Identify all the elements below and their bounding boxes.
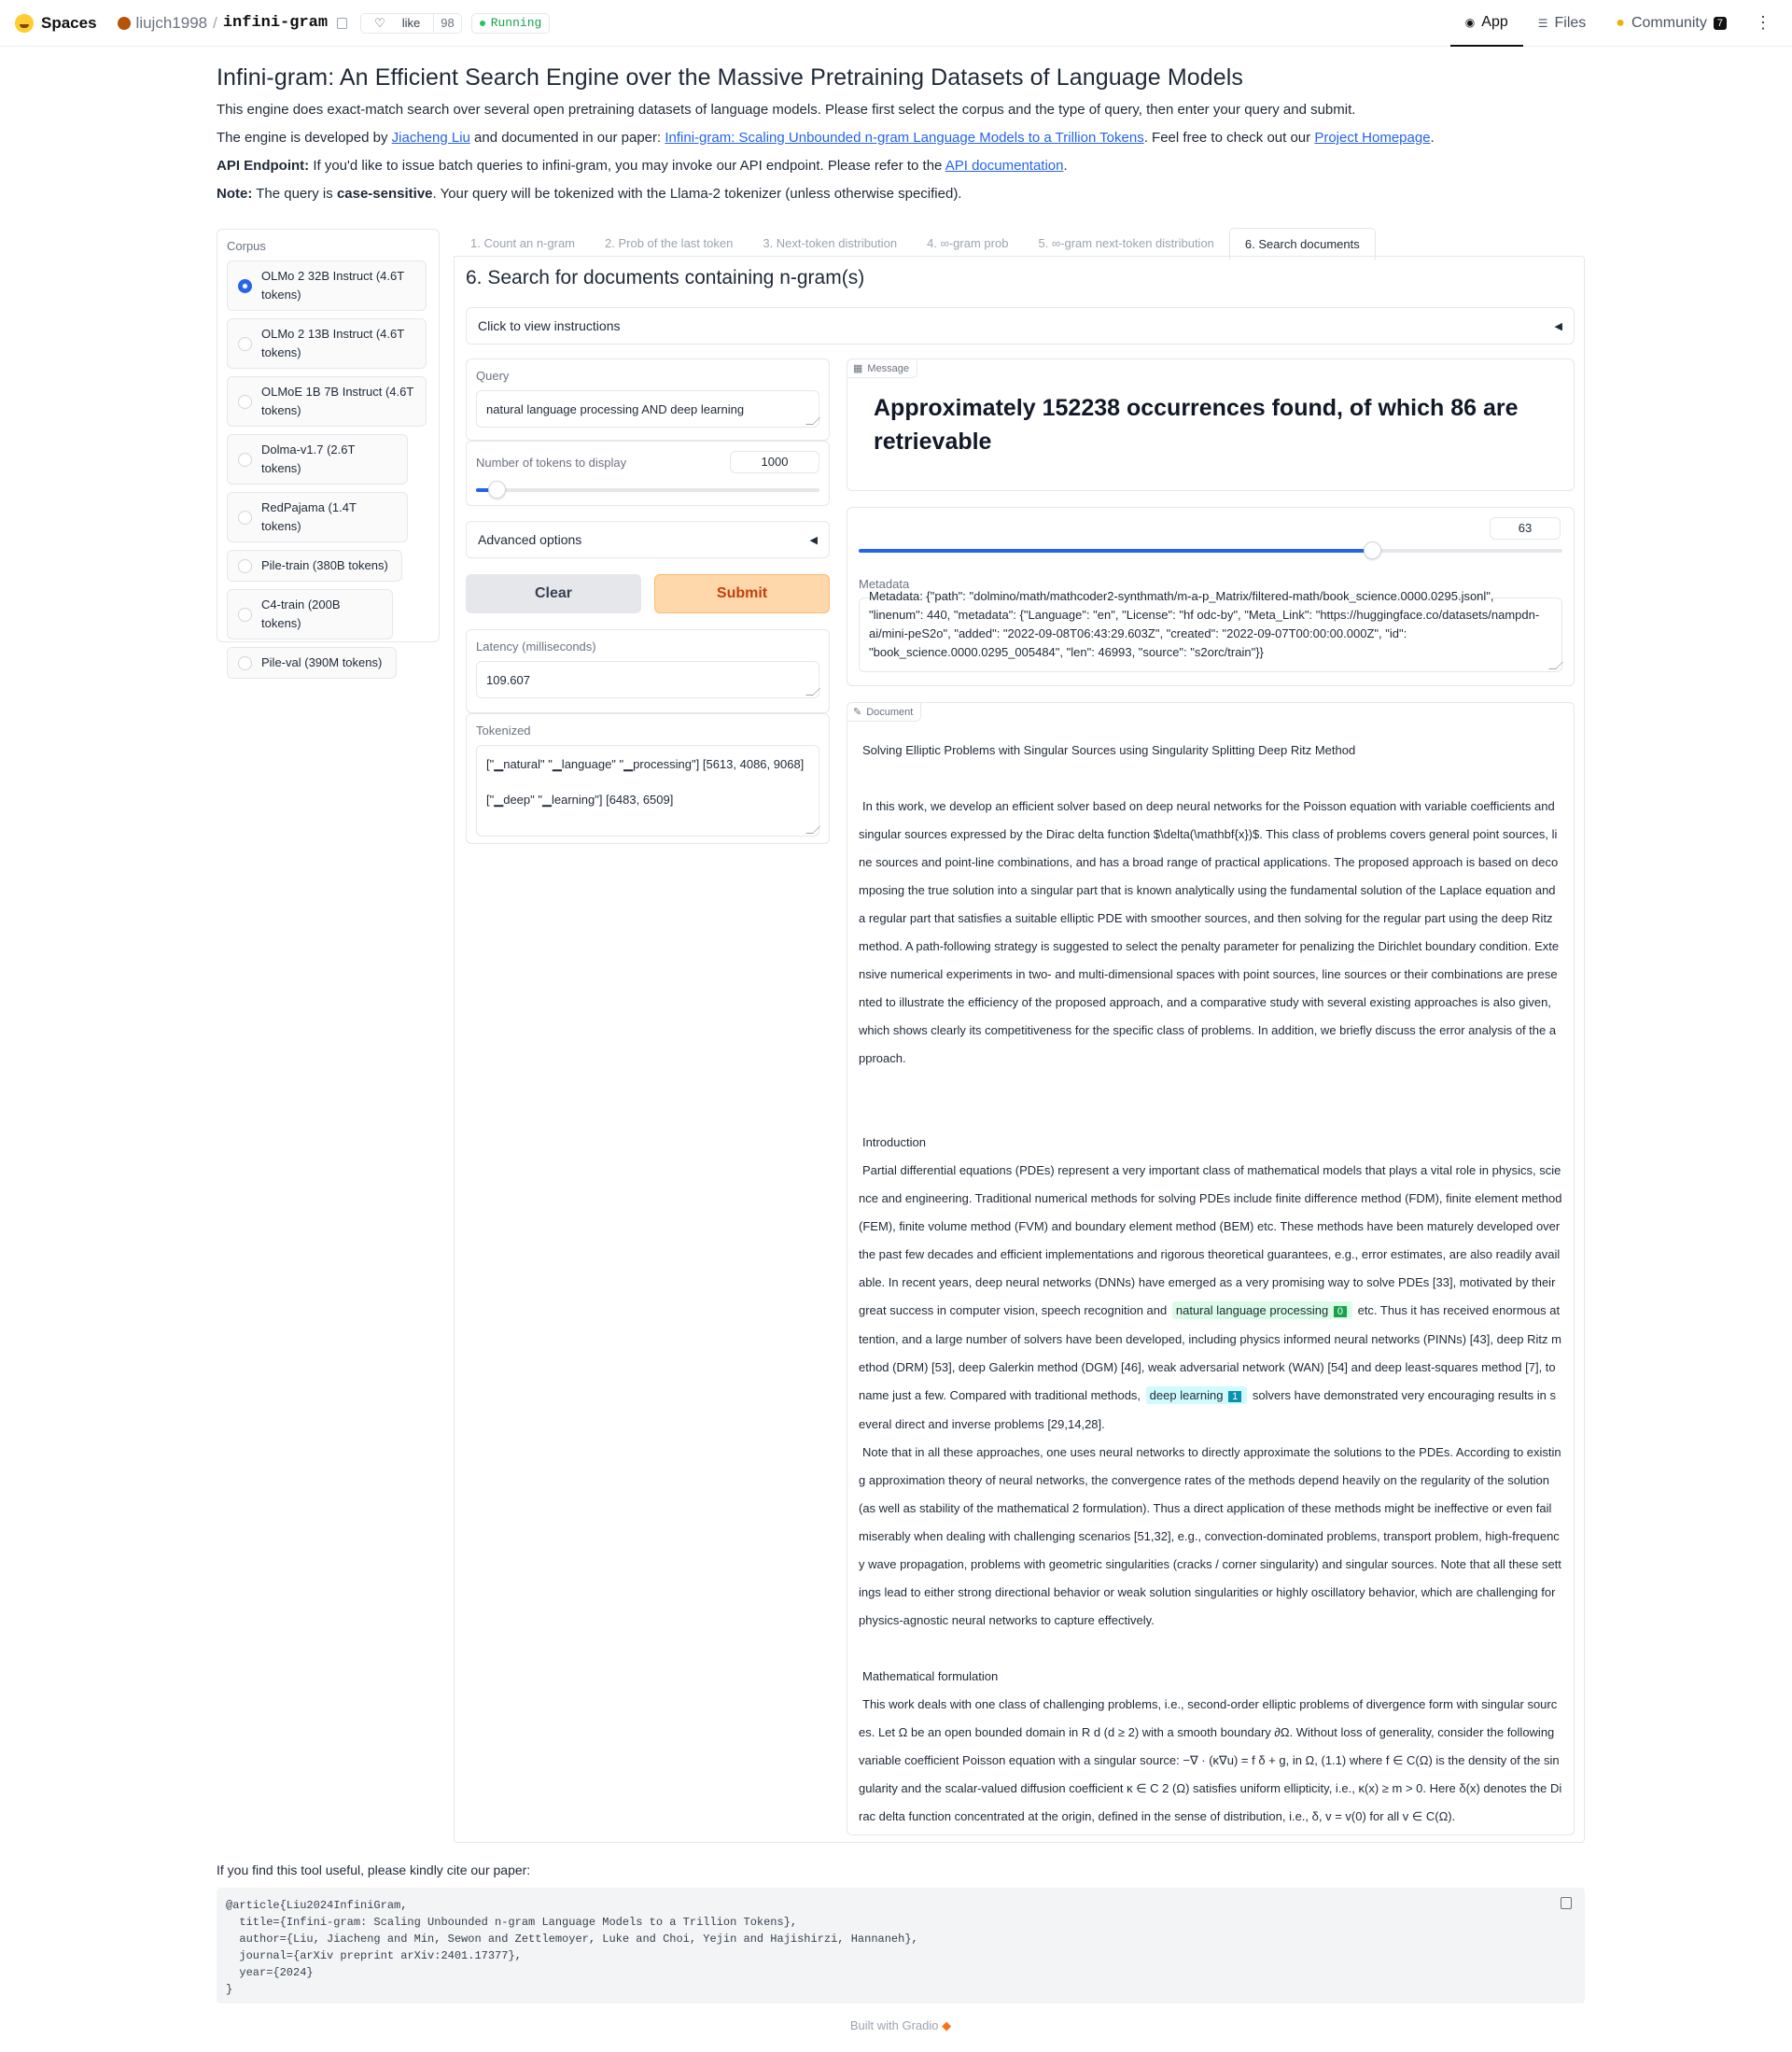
- match-text: deep learning: [1149, 1388, 1224, 1402]
- author-link[interactable]: Jiacheng Liu: [391, 130, 470, 146]
- api-body: If you'd like to issue batch queries to infini-gram, you may invoke our API endpoint. Please refer to the: [309, 158, 945, 174]
- corpus-option-label: OLMoE 1B 7B Instruct (4.6T tokens): [261, 385, 414, 417]
- tab-infgram-prob[interactable]: 4. ∞-gram prob: [927, 236, 1009, 250]
- message-label: Message: [867, 362, 910, 374]
- radio-icon[interactable]: [238, 453, 252, 467]
- latency-label: Latency (milliseconds): [476, 639, 596, 654]
- tokenized-line: ["▁deep" "▁learning"] [6483, 6509]: [486, 793, 674, 807]
- resize-handle-icon[interactable]: [805, 688, 820, 696]
- match-text: natural language processing: [1175, 1303, 1329, 1317]
- corpus-option-olmo2-13b[interactable]: [227, 318, 427, 369]
- radio-icon[interactable]: [238, 559, 252, 573]
- note-post: . Your query will be tokenized with the Llama-2 tokenizer (unless otherwise specified).: [432, 186, 962, 202]
- like-button[interactable]: [360, 13, 462, 34]
- dev-prefix: The engine is developed by: [217, 130, 392, 146]
- corpus-option-pile-train[interactable]: [227, 550, 402, 582]
- corpus-label: Corpus: [227, 239, 266, 253]
- dev-mid: and documented in our paper:: [469, 130, 665, 146]
- tokenized-box: [466, 713, 830, 844]
- corpus-option-olmoe[interactable]: [227, 376, 427, 427]
- slider-fill: [859, 549, 1372, 553]
- intro-text: This engine does exact-match search over several open pretraining datasets of language models. Please first select the corpus and the type of query, then enter your query and submit.: [217, 102, 1356, 118]
- tab-infgram-next-token[interactable]: 5. ∞-gram next-token distribution: [1038, 236, 1214, 250]
- doc-intro-paragraph: [859, 1157, 1562, 1439]
- more-options-icon[interactable]: ⋮: [1755, 13, 1771, 32]
- like-count: 98: [433, 14, 460, 33]
- top-bar: [0, 0, 1792, 47]
- paper-link[interactable]: Infini-gram: Scaling Unbounded n-gram Language Models to a Trillion Tokens: [665, 130, 1144, 146]
- triangle-left-icon: ◀: [1554, 320, 1562, 332]
- instructions-accordion[interactable]: [466, 307, 1575, 344]
- query-box: [466, 358, 830, 441]
- huggingface-logo-icon: [15, 14, 34, 33]
- tokenized-label: Tokenized: [476, 724, 531, 738]
- nav-community[interactable]: [1601, 0, 1742, 47]
- path-separator: /: [213, 13, 217, 32]
- latency-output[interactable]: [476, 661, 819, 698]
- resize-handle-icon[interactable]: [1548, 662, 1563, 669]
- tab-prob-last-token[interactable]: 2. Prob of the last token: [605, 236, 734, 250]
- doc-intro-paragraph-2: Note that in all these approaches, one uses neural networks to directly approximate the solutions to the PDEs. According to existing approximation theory of neural networks, the convergence rates of the methods depend heavily on the regularity of the solution (as well as stability of the mathematical 2 formulation). Thus a direct application of these methods might be ineffective or even fail miserably when dealing with challenging scenarios [51,32], e.g., convection-dominated problems, transport problem, high-frequency wave propagation, problems with geometric singularities (cracks / corner singularity) and singular sources. Note that all these settings lead to either strong directional behavior or weak solution singularities or highly oscillatory behavior, which are challenging for physics-agnostic neural networks to capture effectively.: [859, 1445, 1561, 1627]
- tokenized-line: ["▁natural" "▁language" "▁processing"] [5613, 4086, 9068]: [486, 757, 805, 771]
- corpus-option-label: RedPajama (1.4T tokens): [261, 500, 357, 533]
- like-label: like: [401, 16, 421, 30]
- doc-intro-heading: Introduction: [862, 1135, 926, 1149]
- dev-end: .: [1430, 130, 1435, 146]
- status-badge: [471, 13, 551, 34]
- advanced-options-accordion[interactable]: [466, 521, 830, 558]
- match-highlight-0: [1172, 1301, 1352, 1319]
- brand-label: Spaces: [41, 13, 97, 32]
- corpus-option-olmo2-32b[interactable]: [227, 260, 427, 311]
- footer: [217, 2018, 1585, 2033]
- corpus-option-dolma[interactable]: [227, 434, 408, 485]
- document-label: Document: [866, 706, 914, 718]
- radio-icon[interactable]: [238, 511, 252, 525]
- latency-box: [466, 629, 830, 713]
- doc-index-slider[interactable]: [859, 549, 1562, 553]
- query-input[interactable]: [476, 390, 819, 428]
- app-icon: ◉: [1464, 15, 1476, 29]
- radio-icon[interactable]: [238, 395, 252, 409]
- slider-handle[interactable]: [488, 481, 506, 499]
- tab-search-documents[interactable]: 6. Search documents: [1229, 228, 1376, 260]
- corpus-selector: [217, 229, 440, 669]
- metadata-output[interactable]: [859, 589, 1562, 672]
- chart-icon: ▦: [853, 363, 863, 374]
- heart-icon: ♡: [374, 15, 385, 30]
- clear-button[interactable]: Clear: [466, 574, 641, 613]
- nav-community-label: Community: [1631, 14, 1707, 31]
- corpus-option-pile-val[interactable]: [227, 647, 397, 679]
- corpus-option-redpajama[interactable]: [227, 492, 408, 542]
- query-label: Query: [476, 369, 510, 383]
- metadata-text: Metadata: {"path": "dolmino/math/mathcoder2-synthmath/m-a-p_Matrix/filtered-math/book_science.0000.0295.jsonl",: [869, 589, 1494, 603]
- citation-label: If you find this tool useful, please kindly cite our paper:: [217, 1862, 531, 1877]
- match-index-badge: 0: [1334, 1306, 1347, 1317]
- citation-code-block: [217, 1888, 1585, 2003]
- doc-index-box: [847, 507, 1575, 686]
- owner-link[interactable]: liujch1998: [135, 13, 208, 32]
- app-container: [217, 47, 1585, 2032]
- note-text: [217, 185, 1585, 204]
- corpus-option-label: Dolma-v1.7 (2.6T tokens): [261, 443, 356, 475]
- tokenized-output[interactable]: [476, 745, 819, 836]
- submit-button[interactable]: Submit: [654, 574, 830, 613]
- doc-abstract: In this work, we develop an efficient solver based on deep neural networks for the Poisson equation with variable coefficients and singular sources expressed by the Dirac delta function $\delta(\mathbf{x})$. This class of problems covers general point sources, line sources and point-line combinations, and has a broad range of practical applications. The proposed approach is based on decomposing the true solution into a singular part that is known analytically using the fundamental solution of the Laplace equation and a regular part that satisfies a suitable elliptic PDE with smoother sources, and then solving for the regular part using the deep Ritz method. A path-following strategy is suggested to select the penalty parameter for penalizing the Dirichlet boundary condition. Extensive numerical experiments in two- and multi-dimensional spaces with point sources, line sources or their combinations are presented to illustrate the efficiency of the proposed approach, and a comparative study with several existing approaches is also given, which shows clearly its competitiveness for the specific class of problems. In addition, we briefly discuss the error analysis of the approach.: [859, 799, 1560, 1065]
- copy-repo-name-icon[interactable]: [337, 18, 347, 29]
- built-with-gradio-link[interactable]: Built with Gradio: [849, 2018, 939, 2032]
- api-text: [217, 157, 1585, 176]
- files-icon: ☰: [1537, 16, 1548, 30]
- document-box: [847, 702, 1575, 1835]
- doc-text-span: etc. Thus it has received enormous attention, and a large number of solvers have been developed, including physics informed neural networks (PINNs) [43], deep Ritz method (DRM) [53], deep Galerkin method (DGM) [46], weak adversarial network (WAN) [54] and deep least-squares method [7], to name just a few. Compared with traditional methods,: [859, 1303, 1561, 1402]
- latency-value: 109.607: [486, 673, 530, 687]
- triangle-left-icon: ◀: [809, 534, 818, 546]
- match-highlight-1: [1146, 1386, 1248, 1404]
- note-label: Note:: [217, 186, 253, 202]
- query-value: natural language processing AND deep learning: [486, 402, 745, 416]
- citation-bibtex: @article{Liu2024InfiniGram, title={Infini-gram: Scaling Unbounded n-gram Language Models to a Trillion Tokens}, author={Liu, Jiacheng and Min, Sewon and Zettlemoyer, Luke and Choi, Yejin and Hajishirzi, Hannaneh}, journal={arXiv preprint arXiv:2401.17377}, year={2024} }: [226, 1899, 918, 1996]
- copy-icon[interactable]: [1561, 1897, 1572, 1909]
- resize-handle-icon[interactable]: [805, 826, 820, 834]
- nav-files[interactable]: [1523, 0, 1602, 47]
- resize-handle-icon[interactable]: [805, 417, 820, 425]
- repo-name-link[interactable]: infini-gram: [222, 14, 329, 32]
- advanced-options-label: Advanced options: [478, 532, 582, 547]
- dev-mid2: . Feel free to check out our: [1143, 130, 1315, 146]
- nav-app[interactable]: [1450, 0, 1523, 47]
- community-count-badge: 7: [1714, 17, 1727, 30]
- corpus-option-label: OLMo 2 13B Instruct (4.6T tokens): [261, 327, 404, 359]
- note-bold: case-sensitive: [336, 186, 433, 202]
- ntokens-slider[interactable]: [476, 488, 819, 492]
- doc-math-paragraph: This work deals with one class of challenging problems, i.e., second-order elliptic problems of divergence form with singular sources. Let Ω be an open bounded domain in R d (d ≥ 2) with a smooth boundary ∂Ω. Without loss of generality, consider the following variable coefficient Poisson equation with a singular source: −∇ · (κ∇u) = f δ + g, in Ω, (1.1) where f ∈ C(Ω) is the density of the singularity and the scalar-valued diffusion coefficient κ ∈ C 2 (Ω) satisfies uniform ellipticity, i.e., κ(x) ≥ m > 0. Here δ(x) denotes the Dirac delta function concentrated at the origin, defined in the sense of distribution, i.e., δ, v = v(0) for all v ∈ C(Ω).: [859, 1697, 1562, 1823]
- panel-heading: 6. Search for documents containing n-gram(s): [466, 267, 865, 288]
- message-box: [847, 358, 1575, 491]
- radio-selected-icon[interactable]: [238, 279, 252, 293]
- doc-text-span: Partial differential equations (PDEs) represent a very important class of mathematical models that plays a vital role in physics, science and engineering. Traditional numerical methods for solving PDEs include finite difference method (FDM), finite element method (FEM), finite volume method (FVM) and boundary element method (BEM) etc. These methods have been maturely developed over the past few decades and efficient implementations and rigorous theoretical guarantees, e.g., error estimates, are also readily available. In recent years, deep neural networks (DNNs) have emerged as a very promising way to solve PDEs [33], motivated by their great success in computer vision, speech recognition and: [859, 1163, 1562, 1317]
- api-end: .: [1063, 158, 1068, 174]
- doc-title: Solving Elliptic Problems with Singular Sources using Singularity Splitting Deep Ritz Method: [862, 743, 1356, 757]
- corpus-option-label: Pile-train (380B tokens): [261, 558, 388, 572]
- status-label: Running: [490, 16, 542, 30]
- result-message: Approximately 152238 occurrences found, of which 86 are retrievable: [874, 395, 1519, 455]
- metadata-text: "linenum": 440, "metadata": {"Language": "en", "License": "hf odc-by", "Meta_Link": "https://huggingface.co/datasets/nampdn-ai/mini-peS2o", "added": "2022-09-08T06:43:29.603Z", "created": "2022-09-07T00:00:00.000Z", "id": "book_science.0000.0295_005484", "len": 46993, "source": "s2orc/train"}}: [869, 608, 1540, 659]
- radio-icon[interactable]: [238, 337, 252, 351]
- doc-text-span: solvers have demonstrated very encouraging results in several direct and inverse problems [29,14,28].: [859, 1388, 1557, 1431]
- corpus-option-label: OLMo 2 32B Instruct (4.6T tokens): [261, 269, 404, 302]
- doc-math-heading: Mathematical formulation: [862, 1669, 999, 1683]
- status-dot-icon: [480, 21, 485, 26]
- metadata-label: Metadata: [859, 577, 910, 591]
- ntokens-number-input[interactable]: 1000: [730, 451, 819, 473]
- tab-count-ngram[interactable]: 1. Count an n-gram: [470, 236, 576, 250]
- corpus-option-c4-train[interactable]: [227, 589, 393, 639]
- corpus-option-label: C4-train (200B tokens): [261, 597, 341, 630]
- radio-icon[interactable]: [238, 656, 252, 670]
- nav-files-label: Files: [1554, 14, 1587, 31]
- developer-text: [217, 129, 1585, 148]
- page-title: Infini-gram: An Efficient Search Engine over the Massive Pretraining Datasets of Language Models: [217, 64, 1244, 91]
- match-index-badge: 1: [1228, 1391, 1241, 1402]
- spaces-home-link[interactable]: [15, 14, 97, 33]
- gradio-logo-icon: ◆: [942, 2018, 952, 2032]
- document-icon: ✎: [853, 707, 862, 718]
- api-label: API Endpoint:: [217, 158, 310, 174]
- ntokens-label: Number of tokens to display: [476, 455, 627, 470]
- message-tag: [847, 359, 917, 378]
- search-documents-panel: [454, 256, 1585, 1843]
- api-doc-link[interactable]: API documentation: [945, 158, 1064, 174]
- radio-icon[interactable]: [238, 608, 252, 622]
- doc-index-input[interactable]: 63: [1490, 517, 1561, 540]
- tab-next-token-distribution[interactable]: 3. Next-token distribution: [763, 236, 898, 250]
- nav-app-label: App: [1481, 13, 1508, 30]
- homepage-link[interactable]: Project Homepage: [1314, 130, 1431, 146]
- owner-avatar[interactable]: [118, 17, 131, 30]
- ntokens-box: [466, 441, 830, 506]
- community-icon: ●: [1616, 14, 1625, 31]
- note-pre: The query is: [252, 186, 337, 202]
- instructions-label: Click to view instructions: [478, 318, 621, 333]
- corpus-option-label: Pile-val (390M tokens): [261, 655, 383, 669]
- document-text: [859, 737, 1562, 1831]
- document-tag: [847, 703, 921, 722]
- slider-handle[interactable]: [1364, 541, 1381, 559]
